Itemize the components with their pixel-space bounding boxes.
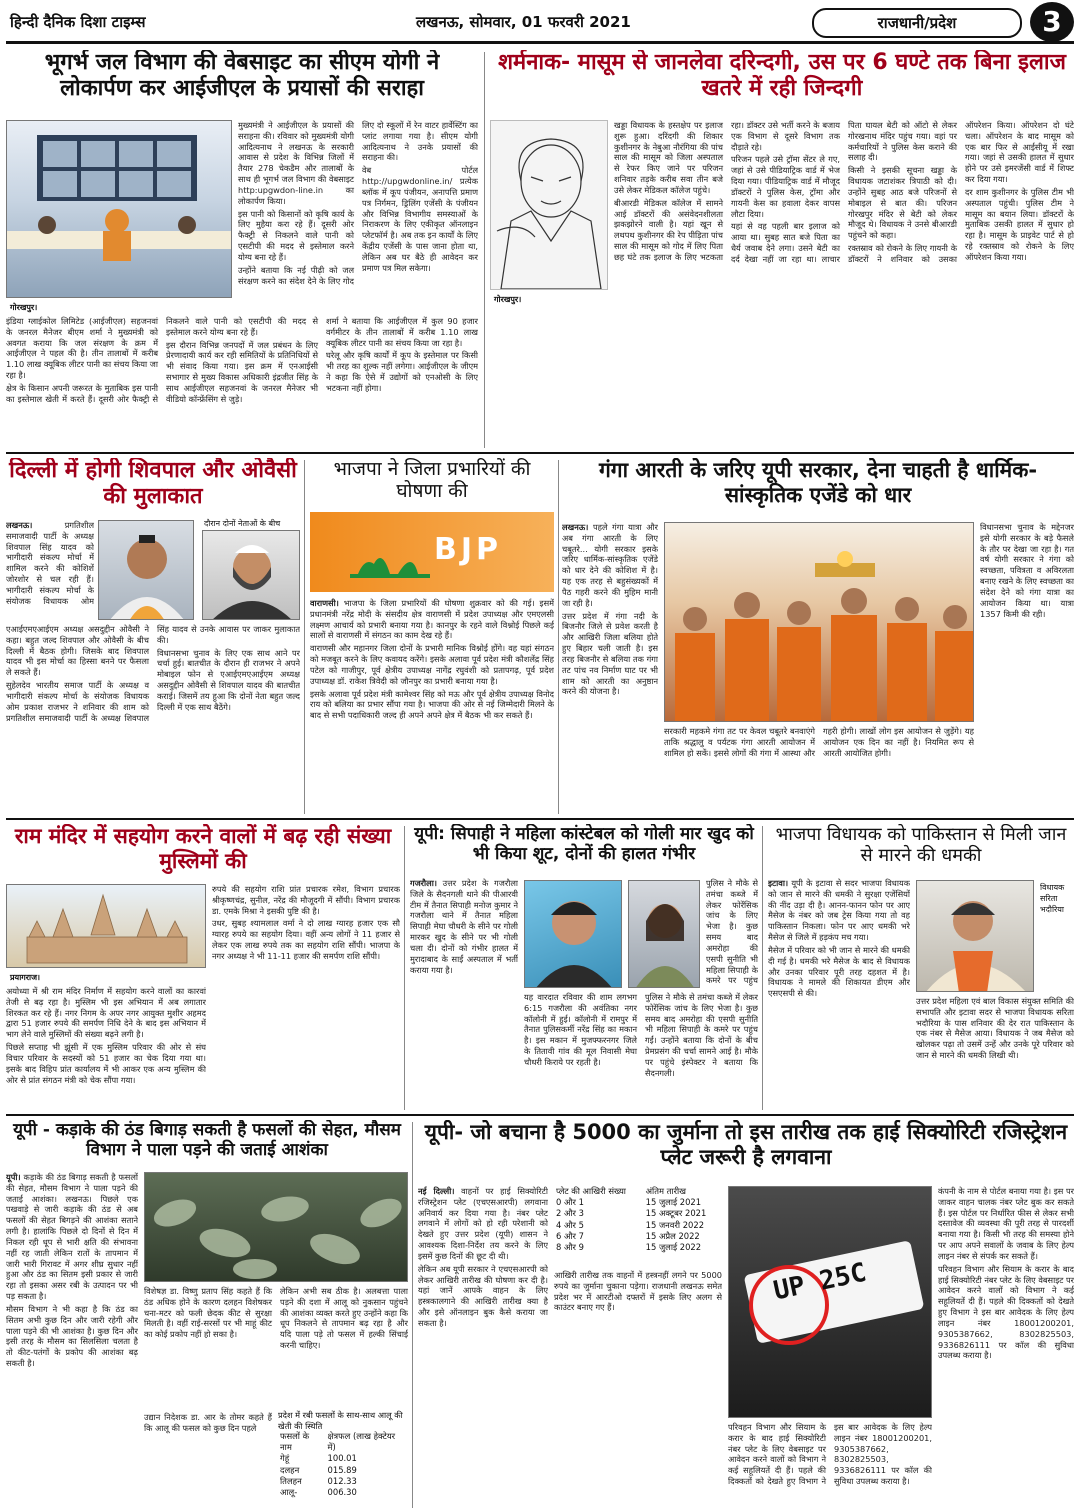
headline-ganga: गंगा आरती के जरिए यूपी सरकार, देना चाहती है धार्मिक-सांस्कृतिक एजेंडे को धार <box>598 458 1038 507</box>
paragraph: विधानसभा चुनाव के मद्देनजर इसे योगी सरकार के बड़े फैसले के तौर पर देखा जा रहा है। गत वर्ष योगी सरकार ने गंगा को स्वच्छता, पवित्रता व अविरलता बनाए रखने के लिए स्वच्छता का संदेश देने को गंगा यात्रा का आयोजन किया था। यात्रा 1357 किमी की रही। <box>980 522 1074 619</box>
plate-schedule <box>554 1186 722 1254</box>
crop-area-table <box>278 1410 408 1499</box>
crop-name: दलहन <box>280 1464 300 1475</box>
paragraph: विशेषज्ञ डा. विष्णु प्रताप सिंह कहते हैं कि ठंड अधिक होने के कारण दलहन विशेषकर चना-मटर को फली छेदक कीट से सुरक्षा मिलती है। वहीं राई-सरसों पर भी माहूं कीट का कोई प्रकोप नहीं हो सका है। <box>144 1286 272 1340</box>
column-divider <box>558 460 559 814</box>
column-divider <box>762 826 763 1110</box>
table-row <box>554 1208 722 1219</box>
column-divider <box>412 1122 413 1508</box>
paragraph: उधर, सुबह श्यामलाल वर्मा ने दो लाख ग्यारह हजार एक सौ ग्यारह रुपये का सहयोग दिया। वहीं अन्य लोगों ने 11 हजार से लेकर एक लाख रुपये तक का सहयोग राशि सौंपी। भाजपा के नगर अध्यक्ष ने भी 11-11 हजार की समर्पण राशि सौंपी। <box>212 918 400 961</box>
deadline: 15 जुलाई 2021 <box>645 1197 702 1207</box>
paragraph: वेब पोर्टल http://upgwdonline.in/ प्रत्येक ब्लॉक में कूप पंजीयन, अनापत्ति प्रमाण पत्र निर्गमन, ड्रिलिंग एजेंसी के पंजीयन और विभिन्न विभागीय समस्याओं के निराकरण के लिए एकीकृत ऑनलाइन प्लेटफॉर्म है। अब तक इन कार्यों के लिए केंद्रीय एजेंसी के पास जाना होता था, लेकिन अब घर बैठे ही आवेदन कर प्रमाण पत्र मिल सकेगा। <box>362 165 478 273</box>
paragraph: यहां से वह पहली बार इलाज को आया था। सुबह सात बजे पिता का धैर्य जवाब देने लगा। उसने बेटी का दर्द देखा नहीं जा रहा था। लाचार पिता घायल बेटी को ऑटो से लेकर गोरखनाथ मंदिर पहुंच गया। वहां पर कर्मचारियों ने पुलिस केस कराने की सलाह दी। <box>731 120 957 264</box>
paragraph: प्रगतिशील समाजवादी पार्टी के अध्यक्ष शिवपाल सिंह यादव को भागीदारी संकल्प मोर्चा में शामिल करने की कोशिशें जोरशोर से चल रही हैं। भागीदारी संकल्प मोर्चा के संयोजक विधायक ओम <box>6 520 94 606</box>
paragraph: उत्तर प्रदेश में गंगा नदी के बिजनौर जिले से प्रवेश करती है और आखिरी जिला बलिया होते हुए बिहार चली जाती है। इस तरह बिजनौर से बलिया तक गंगा तट पांच नव निर्माण घाट पर भी शाम को आरती का अनुष्ठान करने की योजना है। <box>562 610 658 697</box>
body-frost-left <box>6 1172 138 1508</box>
paragraph: अयोध्या में श्री राम मंदिर निर्माण में सहयोग करने वालों का कारवां तेजी से बढ़ रहा है। मुस्लिम भी इस अभियान में अब लगातार शिरकत कर रहे हैं। नगर निगम के अपर नगर आयुक्त मुशीर अहमद द्वारा 51 हजार रुपये की समर्पण निधि देने के बाद इस अभियान में भाग लेने वाले मुस्लिमों की संख्या बढ़ने लगी है। <box>6 986 206 1040</box>
col-area: क्षेत्रफल (लाख हेक्टेयर में) <box>327 1431 396 1453</box>
paragraph: परिवहन विभाग और सियाम के करार के बाद हाई सिक्योरिटी नंबर प्लेट के लिए वेबसाइट पर आवेदन करने वालों को विभाग ने कई सहूलियतें दी हैं। पहले की दिक्कतों को देखते हुए विभाग ने इस बार आवेदक के लिए हेल्प लाइन नंबर 18001200201, 9305387662, 8302825503, 9336826111 पर कॉल की सुविधा उपलब्ध कराया है। <box>728 1422 932 1487</box>
paragraph: रक्तस्राव को रोकने के लिए गायनी के डॉक्टरों ने शनिवार को उसका ऑपरेशन किया। ऑपरेशन दो घंटे चला। ऑपरेशन के बाद मासूम को एक बार फिर से आईसीयू में रखा गया। जहां से उसकी हालत में सुधार होने पर उसे इमरजेंसी वार्ड में शिफ्ट कर दिया गया। <box>848 120 1074 264</box>
video-conference-illustration <box>7 121 232 298</box>
table-row <box>278 1465 408 1476</box>
col-last-date: अंतिम तारीख <box>645 1186 687 1196</box>
crop-name: तिलहन <box>280 1476 302 1486</box>
crop-area: 012.33 <box>327 1476 357 1486</box>
headline-shivpal: दिल्ली में होगी शिवपाल और ओवैसी की मुलाकात <box>9 458 297 509</box>
number-plate-photo <box>728 1186 932 1418</box>
masthead <box>6 4 1074 44</box>
paragraph: उत्तर प्रदेश के गजरौला जिले के सैदनगली थाने की पीआरवी टीम में तैनात सिपाही मनोज कुमार ने गजरौला थाने में तैनात महिला सिपाही मेघा चौधरी के सीने पर गोली मारकर खुद के सीने पर भी गोली चला दी। दोनों को गंभीर हालत में मुरादाबाद के साईं अस्पताल में भर्ती कराया गया है। <box>410 878 518 975</box>
caption-shivpal: दौरान दोनों नेताओं के बीच <box>204 519 281 528</box>
page-number: 3 <box>1030 2 1074 42</box>
table-header-row <box>554 1186 722 1197</box>
dateline-ram-mandir: प्रयागराज। <box>10 973 41 982</box>
photo-owaisi <box>202 530 300 620</box>
table-row <box>554 1197 722 1208</box>
paragraph: किसी ने इसकी सूचना खड्डा के विधायक जटाशंकर त्रिपाठी को दी। उन्होंने सुबह आठ बजे परिजनों से मोबाइल से बात की। परिजन गोरखपुर मंदिर से बेटी को लेकर मौजूद थे। विधायक ने उनसे बीआरडी पहुंचने को कहा। <box>848 165 957 241</box>
deadline: 15 जनवरी 2022 <box>645 1219 705 1230</box>
body-constable-left <box>410 878 518 1112</box>
column-divider <box>484 52 485 448</box>
headline-hsrp: यूपी- जो बचाना है 5000 का जुर्माना तो इस तारीख तक हाई सिक्योरिटी रजिस्ट्रेशन प्लेट जरूरी है लगवाना <box>424 1120 1068 1169</box>
story-shameful <box>490 50 1074 450</box>
section-divider <box>6 818 1074 820</box>
person-portrait-icon <box>917 881 1034 992</box>
body-ganga-bottom <box>664 726 974 816</box>
crop-area: 006.30 <box>327 1487 357 1498</box>
column-divider <box>404 826 405 1110</box>
dateline-shameful: गोरखपुर। <box>494 295 522 304</box>
crop-table-title: प्रदेश में रबी फसलों के साथ-साथ आलू की खेती की स्थिति <box>278 1410 403 1431</box>
story-ganga <box>562 458 1074 816</box>
dateline-frost: यूपी। <box>6 1172 21 1182</box>
table-row <box>554 1231 722 1242</box>
table-row <box>278 1453 408 1464</box>
body-bjp <box>310 598 554 816</box>
crop-field-photo <box>144 1172 408 1282</box>
paper-name: हिन्दी दैनिक दिशा टाइम्स <box>10 13 146 31</box>
number-plate-illustration <box>729 1187 932 1418</box>
section-divider <box>6 1114 1074 1116</box>
paragraph: यूपी के इटावा से सदर भाजपा विधायक को जान से मारने की धमकी ने सुरक्षा एजेंसियों की नींद उड़ा दी है। आनन-फानन फोन पर आए मैसेज के नंबर को जब ट्रेस किया गया तो वह पाकिस्तान निकला। फोन पर आए धमकी भरे मैसेज से जिले में हड़कंप मच गया। <box>768 878 910 943</box>
paragraph: लेकिन अब यूपी सरकार ने एचएसआरपी को लेकर आखिरी तारीख की घोषणा कर दी है। यहां जानें आपके वाहन के लिए हस्त्रकालगाने की आखिरी तारीख क्या है और इसे ऑनलाइन बुक कैसे कराया जा सकता है। <box>418 1263 548 1328</box>
crop-name: आलू- <box>280 1487 298 1498</box>
dateline-constable: गजरौला। <box>410 878 437 888</box>
story-shivpal <box>6 458 300 816</box>
body-hsrp-bottom <box>728 1422 932 1508</box>
paragraph: एआईएमएआईएम अध्यक्ष असदुद्दीन ओवैसी ने कहा। बहुत जल्द शिवपाल और ओवैसी के बीच दिल्ली में बैठक होगी। जिसके बाद शिवपाल यादव भी इस मोर्चा का हिस्सा बनने पर फैसला ले सकते हैं। <box>6 624 149 678</box>
paragraph: पुलिस ने मौके से तमंचा कब्जे में लेकर फोरेंसिक जांच के लिए भेजा है। कुछ समय बाद अमरोहा की एसपी सुनीति भी महिला सिपाही के कमरे पर पहुंच <box>706 878 758 986</box>
paragraph: उद्यान निदेशक डा. आर के तोमर कहते हैं कि आलू की फसल को कुछ दिन पहले <box>144 1412 272 1433</box>
headline-bjp: भाजपा ने जिला प्रभारियों की घोषणा की <box>333 458 531 503</box>
frosted-leaves-illustration <box>145 1173 408 1282</box>
paragraph: इस पानी को किसानों को कृषि कार्य के लिए मुहैया करा रहे हैं। दूसरी ओर फैक्ट्री से निकलने वाले पानी को एसटीपी की मदद से इस्तेमाल करने योग्य बना रहे हैं। <box>238 208 354 262</box>
paragraph: पहले गंगा यात्रा और अब गंगा आरती के लिए चबूतरे... योगी सरकार इसके जरिए धार्मिक-सांस्कृतिक एजेंडे को धार देने की कोशिश में है। यह एक तरह से बहुसंख्यकों में पैठ गहरी करने की मुहिम मानी जा रही है। <box>562 522 658 608</box>
body-ganga-left <box>562 522 658 816</box>
body-groundwater-bottom <box>6 316 478 450</box>
table-row <box>554 1242 722 1253</box>
bjp-banner <box>310 512 554 592</box>
paragraph: दर शाम कुशीनगर के पुलिस टीम भी अस्पताल पहुंची। पुलिस टीम ने मासूम का बयान लिया। डॉक्टरों के मुताबिक उसकी हालत में सुधार हो रहा है। मासूम के प्राइवेट पार्ट से हो रहे रक्तस्राव को रोकने के लिए ऑपरेशन किया गया। <box>965 186 1074 262</box>
paragraph: विधानसभा चुनाव के लिए एक साथ आने पर चर्चा हुई। बातचीत के दौरान ही राजभर ने अपने मोबाइल फोन से एआईएमएआईएम अध्यक्ष असदुद्दीन ओवैसी से शिवपाल यादव की बातचीत कराई। जिसमें तय हुआ कि दोनों नेता बहुत जल्द दिल्ली में एक साथ बैठेंगे। <box>157 647 300 712</box>
dateline-shivpal: लखनऊ। <box>6 520 33 530</box>
headline-mla-threat: भाजपा विधायक को पाकिस्तान से मिली जान से मारने की धमकी <box>775 824 1067 867</box>
paragraph: मुख्यमंत्री ने आईजीएल के प्रयासों की सराहना की। रविवार को मुख्यमंत्री योगी आदित्यनाथ ने लखनऊ के सरकारी आवास से प्रदेश के विभिन्न जिलों में तैयार 278 चेकडैम और तालाबों के साथ ही भूगर्भ जल विभाग की वेबसाइट http:upgwdon-line.in का लोकार्पण किया। <box>238 120 354 206</box>
crop-table <box>278 1431 408 1498</box>
paragraph: उन्होंने बताया कि नई पीढ़ी को जल संरक्षण करने का संदेश देने के लिए गोद लिए दो स्कूलों में रेन वाटर हार्वेस्टिंग का प्लांट लगाया गया है। सीएम योगी आदित्यनाथ ने उनके प्रयासों की सराहना की। <box>238 120 478 286</box>
plate-digits: 4 और 5 <box>556 1219 584 1230</box>
story-mla-threat <box>768 824 1074 1112</box>
paragraph: सरकारी महकमे गंगा तट पर केवल चबूतरे बनवाएंगे ताकि श्रद्धालु व पर्यटक गंगा आरती आयोजन में शामिल हो सकें। इससे लोगों की गंगा में आस्था और गहरी होगी। लाखों लोग इस आयोजन से जुड़ेंगे। यह आयोजन एक दिन का नहीं है। नियमित रूप से आरती आयोजित होगी। <box>664 726 974 758</box>
plate-digits: 2 और 3 <box>556 1208 584 1219</box>
story-groundwater <box>6 50 478 450</box>
crop-area: 100.01 <box>327 1453 357 1464</box>
paragraph: यह वारदात रविवार की शाम लगभग 6:15 गजरौला की अवंतिका नगर कॉलोनी में हुई। कॉलोनी में रामपुर में तैनात पुलिसकर्मी नरेंद्र सिंह का मकान है। इस मकान में मुजफ्फरनगर जिले के तितावी गांव की मूल निवासी मेघा चौधरी किराये पर रहती है। <box>524 992 637 1067</box>
paragraph: पिछले सप्ताह भी झूंसी में एक मुस्लिम परिवार की ओर से संघ विचार परिवार के सदस्यों को 51 हजार का चेक दिया गया था। इसके बाद विहिप प्रांत कार्यालय में भी आकर एक अन्य मुस्लिम की ओर से प्रांत संगठन मंत्री को चेक सौंपा गया। <box>6 1042 206 1085</box>
body-shameful <box>614 120 1074 450</box>
temple-icon <box>7 885 206 968</box>
paragraph: इंडिया ग्लाईकोल लिमिटेड (आईजीएल) सहजनवां के जनरल मैनेजर बीएम शर्मा ने मुख्यमंत्री को अवगत कराया कि जल संरक्षण के क्रम में आईजीएल ने पहल की है। तीन तालाबों में करीब 1.10 लाख क्यूबिक लीटर पानी का संचय किया जा रहा है। <box>6 316 158 381</box>
body-ganga-right <box>980 522 1074 816</box>
plate-text: UP 25C <box>770 1257 870 1307</box>
paragraph: बीआरडी मेडिकल कॉलेज में सामने आई डॉक्टरों की असंवेदनशीलता झकझोरने वाली है। यहां खून से लथपथ कुशीनगर की रेप पीड़िता पांच साल की मासूम को गोद में लिए पिता छह घंटे तक इलाज के लिए भटकता रहा। डॉक्टर उसे भर्ती करने के बजाय एक विभाग से दूसरे विभाग तक दौड़ाते रहे। <box>614 120 840 262</box>
paragraph: इसके अलावा पूर्व प्रदेश मंत्री कामेश्वर सिंह को मऊ और पूर्व क्षेत्रीय उपाध्यक्ष विनोद राय को बलिया का प्रभार सौंपा गया है। भाजपा की ओर से नई जिम्मेदारी मिलने के बाद से सभी पदाधिकारी जल्द ही अपने अपने क्षेत्र में बैठक भी कर सकते हैं। <box>310 688 554 721</box>
dateline-mla-threat: इटावा। <box>768 878 789 888</box>
section-label: राजधानी/प्रदेश <box>812 8 1022 38</box>
headline-shameful: शर्मनाक- मासूम से जानलेवा दरिन्दगी, उस पर 6 घण्टे तक बिना इलाज खतरे में रही जिन्दगी <box>498 50 1066 101</box>
plate-schedule-table <box>554 1186 722 1254</box>
body-hsrp-right <box>938 1186 1074 1508</box>
paragraph: शर्मा ने बताया कि आईजीएल में कुल 90 हजार वर्गमीटर के तीन तालाबों में करीब 1.10 लाख क्यूबिक लीटर पानी का संचय किया जा रहा है। <box>326 316 478 348</box>
temple-photo <box>6 884 206 968</box>
body-mla-right <box>916 996 1074 1112</box>
paragraph: पुलिस ने मौके से तमंचा कब्जे में लेकर फोरेंसिक जांच के लिए भेजा है। कुछ समय बाद अमरोहा की एसपी सुनीति भी महिला सिपाही के कमरे पर पहुंच गईं। उन्होंने बताया कि दोनों के बीच प्रेमप्रसंग की चर्चा सामने आई है। मौके पर पहुंचे इंस्पेक्टर ने बताया कि सैदनगली। <box>645 992 758 1078</box>
paragraph: सुहेलदेव भारतीय समाज पार्टी के अध्यक्ष व भागीदारी संकल्प मोर्चा के संयोजक विधायक ओम प्रकाश राजभर ने शनिवार की शाम को प्रगतिशील समाजवादी पार्टी के अध्यक्ष शिवपाल सिंह यादव से उनके आवास पर जाकर मुलाकात की। <box>6 624 300 723</box>
person-portrait-icon <box>99 521 194 620</box>
body-frost-footer <box>144 1412 272 1508</box>
paragraph: लेकिन अभी सब ठीक है। अलबत्ता पाला पड़ने की दशा में आलू को नुकसान पहुंचने की आशंका व्यक्त करते हुए उन्होंने कहा कि धूप निकलने से तापमान बढ़ रहा है और यदि पाला पड़े तो फसल में हल्की सिंचाई करनी चाहिए। <box>280 1286 408 1351</box>
headline-constable: यूपी: सिपाही ने महिला कांस्टेबल को गोली मार खुद को भी किया शूट, दोनों की हालत गंभीर <box>414 824 754 865</box>
body-shivpal <box>6 624 300 816</box>
section-divider <box>6 452 1074 454</box>
story-bjp <box>310 458 554 816</box>
paragraph: आखिरी तारीख तक वाहनों में हस्त्रनहीं लगने पर 5000 रुपये का जुर्माना चुकाना पड़ेगा। राजधानी लखनऊ समेत प्रदेश भर में आरटीओ दफ्तरों में इसके लिए अलग से काउंटर बनाए गए हैं। <box>554 1270 722 1313</box>
body-constable-right <box>706 878 758 988</box>
aarti-crowd-illustration <box>665 523 974 722</box>
story-hsrp <box>418 1120 1074 1508</box>
plate-digits: 6 और 7 <box>556 1231 584 1242</box>
body-shivpal-side <box>6 520 94 620</box>
paragraph: खड्डा विधायक के हस्तक्षेप पर इलाज शुरू हुआ। दरिंदगी की शिकार कुशीनगर के नेबुआ नौरंगिया की पांच साल की मासूम को जिला अस्पताल से रेफर किए जाने पर परिजन शनिवार तड़के करीब सवा तीन बजे उसे लेकर मेडिकल कॉलेज पहुंचे। <box>614 120 723 195</box>
story-ram-mandir <box>6 824 400 1112</box>
body-groundwater-top <box>238 120 478 300</box>
meeting-photo <box>6 120 232 298</box>
person-portrait-icon <box>525 881 622 988</box>
dateline-hsrp: नई दिल्ली। <box>418 1186 455 1196</box>
paragraph: इस दौरान विभिन्न जनपदों में जल प्रबंधन के लिए प्रेरणादायी कार्य कर रही समितियों के प्रतिनिधियों से भी संवाद किया गया। इस क्रम में एनआईसी सभागार से मुख्य विकास अधिकारी इंद्रजीत सिंह के साथ आईजीएल सहजनवां के जनरल मैनेजर भी वीडियो कॉन्फ्रेंसिंग से जुड़े। <box>166 339 318 404</box>
body-constable <box>524 992 758 1112</box>
crop-area: 015.89 <box>327 1464 357 1475</box>
deadline: 15 जुलाई 2022 <box>645 1242 702 1253</box>
paragraph: भाजपा के जिला प्रभारियों की घोषणा शुक्रवार को की गई। इसमें प्रधानमंत्री नरेंद्र मोदी के संसदीय क्षेत्र वाराणसी में प्रदेश उपाध्यक्ष और एमएलसी लक्ष्मण आचार्य को प्रभारी बनाया गया है। कानपुर के रहने वाले विश्नोई पिछले कई सालों से वाराणसी में संगठन का काम देख रहे हैं। <box>310 598 554 641</box>
col-crop: फसलों के नाम <box>280 1431 310 1453</box>
photo-constable-male <box>524 880 622 988</box>
body-frost-mid <box>144 1286 408 1408</box>
ganga-aarti-photo <box>664 522 974 722</box>
person-portrait-icon <box>203 531 300 620</box>
body-hsrp-mid <box>554 1270 722 1508</box>
paragraph: मैसेज में परिवार को भी जान से मारने की धमकी दी गई है। धमकी भरे मैसेज के बाद से विधायक और उनका परिवार पूरी तरह दहशत में है। विधायक ने मामले की शिकायत डीएम और एसएसपी से की। <box>768 944 910 999</box>
photo-mla <box>916 880 1034 992</box>
body-ram-mandir-right <box>212 884 400 1112</box>
headline-frost: यूपी - कड़ाके की ठंड बिगाड़ सकती है फसलों की सेहत, मौसम विभाग ने पाला पड़ने की जताई आशंका <box>13 1120 401 1161</box>
crop-name: गेहूं <box>280 1453 290 1464</box>
dateline-groundwater: गोरखपुर। <box>10 303 38 312</box>
headline-ram-mandir: राम मंदिर में सहयोग करने वालों में बढ़ रही संख्या मुस्लिमों की <box>14 824 392 873</box>
deadline: 15 अक्टूबर 2021 <box>645 1208 707 1219</box>
caption-mla: विधायक सरिता भदौरिया <box>1038 882 1074 915</box>
paragraph: परिवहन विभाग और सियाम के करार के बाद हाई सिक्योरिटी नंबर प्लेट के लिए वेबसाइट पर आवेदन करने वालों को विभाग ने कई सहूलियतें दी हैं। पहले की दिक्कतों को देखते हुए विभाग ने इस बार आवेदक के लिए हेल्प लाइन नंबर 18001200201, 9305387662, 8302825503, 9336826111 पर कॉल की सुविधा उपलब्ध कराया है। <box>938 1263 1074 1361</box>
crying-child-sketch-icon <box>491 121 608 290</box>
body-mla-left <box>768 878 910 1112</box>
paragraph: रुपये की सहयोग राशि प्रांत प्रचारक रमेश, विभाग प्रचारक श्रीकृष्णचंद्र, सुनील, नरेंद्र की मौजूदगी में सौंपी। विभाग प्रचारक डा. एमके मिश्रा ने इसकी पुष्टि की है। <box>212 884 400 916</box>
paragraph: मौसम विभाग ने भी कहा है कि ठंड का सितम अभी कुछ दिन और जारी रहेगी और पाला पड़ने की भी आशंका है। कुछ दिन और इसी तरह के मौसम का सिलसिला चलता है तो कीट-पतंगों के प्रकोप की आशंका बढ़ सकती है। <box>6 1303 138 1369</box>
bjp-logo-text: BJP <box>434 532 503 567</box>
headline-groundwater: भूगर्भ जल विभाग की वेबसाइट का सीएम योगी ने लोकार्पण कर आईजीएल के प्रयासों की सराहा <box>44 50 440 101</box>
col-plate-digit: प्लेट की आखिरी संख्या <box>556 1186 626 1196</box>
issue-date: लखनऊ, सोमवार, 01 फरवरी 2021 <box>416 13 631 31</box>
story-constable <box>410 824 758 1112</box>
paragraph: वाहनों पर हाई सिक्योरिटी रजिस्ट्रेशन प्लेट (एचएसआरपी) लगवाना अनिवार्य कर दिया गया है। नंबर प्लेट लगवाने में लोगों को हो रही परेशानी को देखते हुए उत्तर प्रदेश (यूपी) शासन ने आवश्यक दिशा-निर्देश तय करने के लिए इसमें कुछ दिनों की छूट दी थी। <box>418 1186 548 1261</box>
paragraph: उत्तर प्रदेश महिला एवं बाल विकास संयुक्त समिति की सभापति और इटावा सदर से भाजपा विधायक सरिता भदौरिया के पास शनिवार की देर रात पाकिस्तान के एक नंबर से मैसेज आया। विधायक ने जब मैसेज को खोलकर पढ़ा तो उसमें उन्हें और उनके पूरे परिवार को जान से मारने की धमकी लिखी थी। <box>916 996 1074 1061</box>
table-row <box>278 1476 408 1487</box>
paragraph: कंपनी के नाम से पोर्टल बनाया गया है। इस पर जाकर वाहन चालक नंबर प्लेट बुक कर सकते हैं। इस पोर्टल पर निर्धारित फीस से लेकर सभी दस्तावेज की व्यवस्था की पूरी तरह से पारदर्शी बनाया गया है। किसी भी तरह की समस्या होने पर आप अपने सवालों के जवाब के लिए हेल्प लाइन नंबर से संपर्क कर सकते हैं। <box>938 1186 1074 1261</box>
paragraph: वाराणसी और महानगर जिला दोनों के प्रभारी मानिक विश्नोई होंगे। वह यहां संगठन को मजबूत करने के लिए कवायद करेंगे। इसके अलावा पूर्व प्रदेश मंत्री कौशलेंद्र सिंह पटेल को गाजीपुर, पूर्व क्षेत्रीय उपाध्यक्ष नागेंद्र रघुवंशी को प्रतापगढ़, पूर्व प्रदेश उपाध्यक्ष डॉ. राकेश त्रिवेदी को जौनपुर का प्रभारी बनाया गया है। <box>310 643 554 686</box>
story-frost <box>6 1120 408 1508</box>
dateline-bjp: वाराणसी। <box>310 598 339 608</box>
body-ram-mandir-left <box>6 986 206 1112</box>
paragraph: परिजन पहले उसे ट्रॉमा सेंटर ले गए, जहां से उसे पीडियाट्रिक वार्ड में भेज दिया गया। पीडियाट्रिक वार्ड में मौजूद डॉक्टरों ने पुलिस केस, ट्रॉमा और गायनी केस का हवाला देकर वापस लौटा दिया। <box>731 154 840 219</box>
paragraph: कड़ाके की ठंड बिगाड़ सकती है फसलों की सेहत, मौसम विभाग ने पाला पड़ने की जताई आशंका। लखनऊ। पिछले एक पखवाड़े से जारी कड़ाके की ठंड से अब फसलों की सेहत बिगड़ने की आशंका सताने लगी है। हालांकि पिछले दो दिनों से दिन में निकल रही धूप से भारी क्षति की संभावना नहीं रह जाती लेकिन रातों के तापमान में जारी भारी गिरावट में अगर शीघ्र सुधार नहीं हुआ और ठंड का सितम इसी प्रकार से जारी रहा तो इसका असर रबी के उत्पादन पर भी पड़ सकता है। <box>6 1172 138 1302</box>
table-row <box>278 1487 408 1498</box>
photo-shivpal <box>98 520 194 620</box>
plate-digits: 8 और 9 <box>556 1242 584 1253</box>
dateline-ganga: लखनऊ। <box>562 522 589 532</box>
table-row <box>554 1220 722 1231</box>
illustration-photo <box>490 120 608 290</box>
paragraph: क्षेत्र के किसान अपनी जरूरत के मुताबिक इस पानी का इस्तेमाल खेती में करते हैं। दूसरी ओर फैक्ट्री से निकलने वाले पानी को एसटीपी की मदद से इस्तेमाल करने योग्य बना रहे हैं। <box>6 316 318 404</box>
column-divider <box>304 460 305 814</box>
photo-constable-female <box>628 880 700 988</box>
table-header-row <box>278 1431 408 1453</box>
person-portrait-icon <box>629 881 700 988</box>
body-hsrp-left <box>418 1186 548 1508</box>
deadline: 15 अप्रैल 2022 <box>645 1231 700 1242</box>
lotus-icon <box>310 512 554 592</box>
plate-digits: 0 और 1 <box>556 1197 584 1207</box>
paragraph: घरेलू और कृषि कार्यों में कूप के इस्तेमाल पर किसी भी तरह का शुल्क नहीं लगेगा। आईजीएल के जीएम ने कहा कि ऐसे में उद्योगों को एनओसी के लिए भटकना नहीं होगा। <box>326 350 478 393</box>
